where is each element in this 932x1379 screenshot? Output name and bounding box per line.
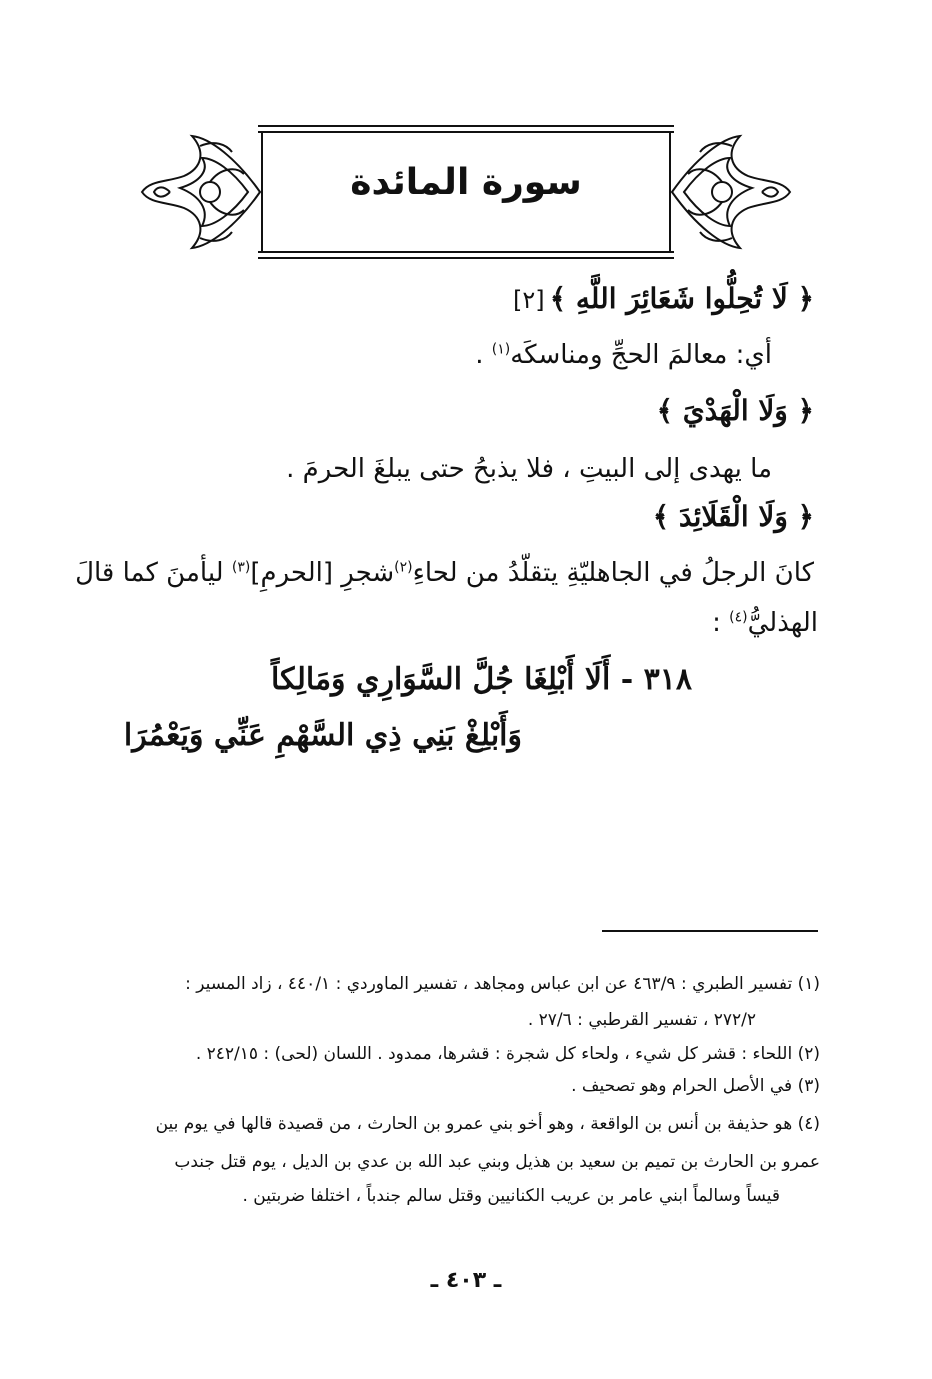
gloss-text: ما يهدى إلى البيتِ ، فلا يذبحُ حتى يبلغَ الحرمَ . — [286, 454, 772, 484]
gloss-text: أي: معالمَ الحجِّ ومناسكَه — [510, 340, 772, 370]
surah-header-ornament — [140, 118, 792, 266]
quran-verse: ﴿ وَلَا الْقَلَائِدَ ﴾ — [652, 500, 814, 533]
gloss-text: كانَ الرجلُ في الجاهليّةِ يتقلّدُ من لحاءِ — [412, 558, 814, 588]
gloss-text: شجرِ [الحرمِ] — [250, 558, 395, 588]
gloss-line — [75, 558, 814, 588]
footnote-marker: (٤) — [729, 609, 748, 626]
surah-title: سورة المائدة — [350, 162, 582, 203]
footnote-marker: (٢) — [394, 559, 413, 576]
page-number: ـ ٤٠٣ ـ — [430, 1268, 502, 1293]
gloss-line — [475, 340, 772, 370]
verse-number: [٢] — [513, 286, 545, 314]
footnote-1-line-2: ٢٧٢/٢ ، تفسير القرطبي : ٢٧/٦ . — [527, 1010, 756, 1030]
gloss-line — [712, 608, 818, 638]
quran-verse: ﴿ لَا تُحِلُّوا شَعَائِرَ اللَّهِ ﴾ — [549, 282, 814, 315]
gloss-text: ليأمنَ كما قالَ — [75, 558, 232, 588]
footnote-4-line-3: قيساً وسالماً ابني عامر بن عريب الكنانيين وقتل سالم جندباً ، اختلفا ضربتين . — [242, 1186, 780, 1206]
poem-line-2: وَأَبْلِغْ بَنِي ذِي السَّهْمِ عَنِّي وَيَعْمُرَا — [123, 718, 522, 753]
gloss-end: . — [475, 340, 492, 370]
footnote-4-line-1: (٤) هو حذيفة بن أنس بن الواقعة ، وهو أخو بني عمرو بن الحارث ، من قصيدة قالها في يوم بين — [155, 1114, 820, 1134]
footnote-4-line-2: عمرو بن الحارث بن تميم بن سعيد بن هذيل وبني عبد الله بن عدي بن الديل ، يوم قتل جندب — [174, 1152, 820, 1172]
footnote-3: (٣) في الأصل الحرام وهو تصحيف . — [571, 1076, 820, 1096]
poem-line-1: ٣١٨ - أَلَا أَبْلِغَا جُلَّ السَّوَارِي وَمَالِكاً — [271, 662, 692, 697]
footnote-1-line-1: (١) تفسير الطبري : ٤٦٣/٩ عن ابن عباس ومجاهد ، تفسير الماوردي : ٤٤٠/١ ، زاد المسير : — [185, 974, 820, 994]
poet-name: الهذليُّ — [747, 608, 818, 638]
footnote-divider — [602, 930, 818, 932]
quran-verse: ﴿ وَلَا الْهَدْيَ ﴾ — [656, 394, 814, 427]
quran-verse-line — [513, 282, 814, 315]
footnote-2: (٢) اللحاء : قشر كل شيء ، ولحاء كل شجرة : قشرها، ممدود . اللسان (لحى) : ٢٤٢/١٥ . — [195, 1044, 820, 1064]
footnote-marker: (١) — [491, 341, 511, 358]
gloss-end: : — [712, 608, 730, 638]
footnote-marker: (٣) — [231, 559, 251, 576]
